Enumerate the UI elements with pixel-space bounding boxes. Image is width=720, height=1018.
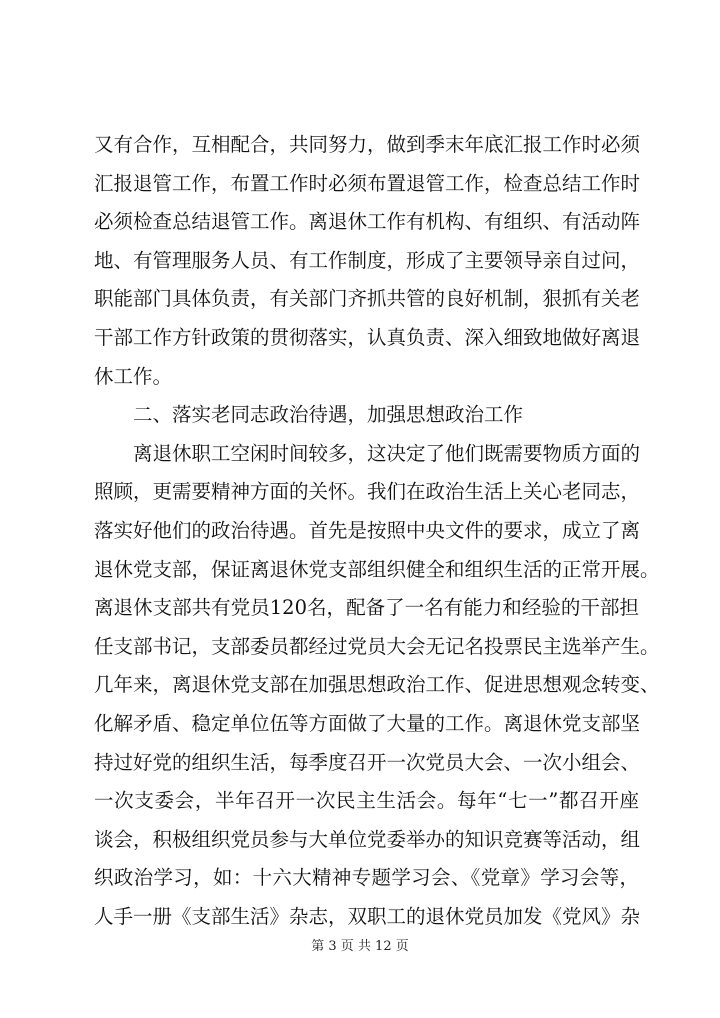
text-line: 谈会，积极组织党员参与大单位党委举办的知识竞赛等活动，组 bbox=[94, 827, 641, 851]
text-line: 人手一册《支部生活》杂志，双职工的退休党员加发《党风》杂 bbox=[94, 904, 641, 928]
section-heading: 二、落实老同志政治待遇，加强思想政治工作 bbox=[133, 403, 524, 427]
text-line: 汇报退管工作，布置工作时必须布置退管工作，检查总结工作时 bbox=[94, 171, 641, 195]
text-line: 离退休职工空闲时间较多，这决定了他们既需要物质方面的 bbox=[133, 441, 641, 465]
text-line: 干部工作方针政策的贯彻落实，认真负责、深入细致地做好离退 bbox=[94, 325, 641, 349]
text-line: 休工作。 bbox=[94, 364, 173, 388]
text-line: 落实好他们的政治待遇。首先是按照中央文件的要求，成立了离 bbox=[94, 518, 641, 542]
text-line: 退休党支部，保证离退休党支部组织健全和组织生活的正常开展。 bbox=[94, 557, 660, 581]
text-line: 几年来，离退休党支部在加强思想政治工作、促进思想观念转变、 bbox=[94, 673, 660, 697]
text-line: 必须检查总结退管工作。离退休工作有机构、有组织、有活动阵 bbox=[94, 210, 641, 234]
text-line: 织政治学习，如：十六大精神专题学习会、《党章》学习会等， bbox=[94, 866, 639, 890]
page-footer: 第 3 页 共 12 页 bbox=[311, 939, 409, 954]
text-line: 职能部门具体负责，有关部门齐抓共管的良好机制，狠抓有关老 bbox=[94, 287, 641, 311]
text-line: 又有合作，互相配合，共同努力，做到季末年底汇报工作时必须 bbox=[94, 133, 641, 156]
text-line: 照顾，更需要精神方面的关怀。我们在政治生活上关心老同志， bbox=[94, 480, 641, 504]
text-line: 一次支委会，半年召开一次民主生活会。每年“七一”都召开座 bbox=[94, 789, 639, 813]
text-line: 任支部书记，支部委员都经过党员大会无记名投票民主选举产生。 bbox=[94, 634, 660, 658]
document-body bbox=[94, 126, 660, 936]
text-line: 地、有管理服务人员、有工作制度，形成了主要领导亲自过问， bbox=[94, 248, 641, 272]
text-line: 化解矛盾、稳定单位伍等方面做了大量的工作。离退休党支部坚 bbox=[94, 711, 641, 735]
text-line: 离退休支部共有党员120名，配备了一名有能力和经验的干部担 bbox=[94, 596, 639, 620]
text-line: 持过好党的组织生活，每季度召开一次党员大会、一次小组会、 bbox=[94, 750, 641, 774]
